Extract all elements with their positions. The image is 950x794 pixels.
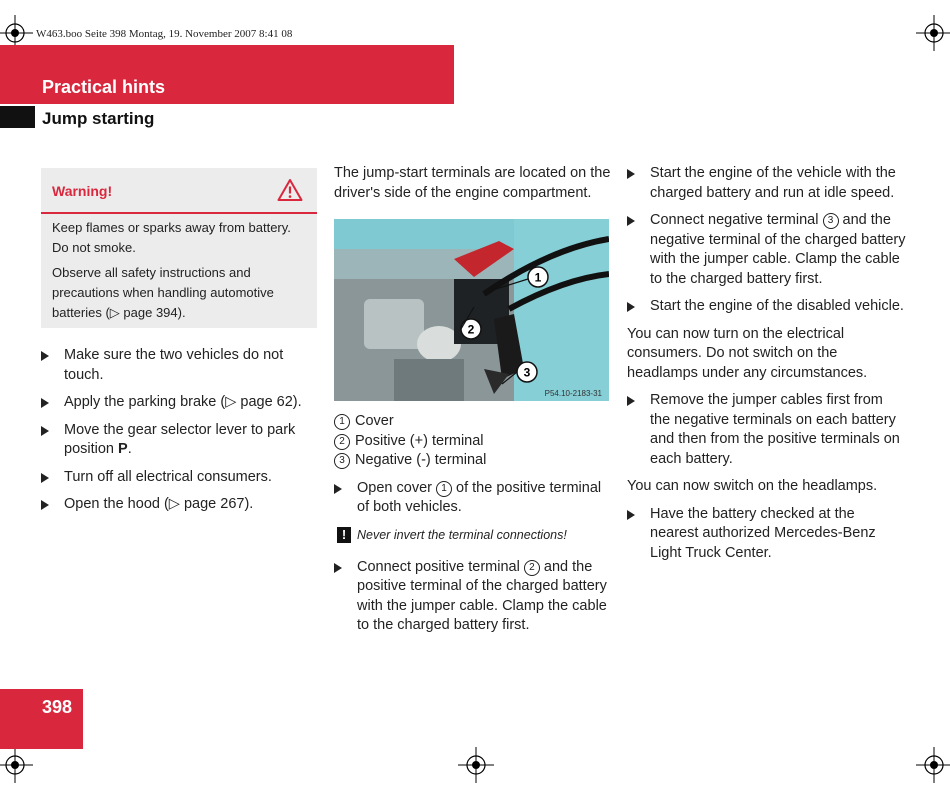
step-item: Open the hood (▷ page 267). xyxy=(41,495,311,515)
bullet-triangle-icon xyxy=(627,216,635,226)
warning-box xyxy=(41,168,317,328)
step-item: Remove the jumper cables first from the negative terminals on each battery and then from the positive terminals on each battery. xyxy=(627,391,907,469)
note-paragraph: You can now switch on the headlamps. xyxy=(627,478,878,494)
bullet-triangle-icon xyxy=(334,563,342,573)
bullet-triangle-icon xyxy=(627,396,635,406)
photo-code: P54.10-2183-31 xyxy=(544,389,602,398)
warning-header xyxy=(41,168,317,214)
step-item: Turn off all electrical consumers. xyxy=(41,468,311,488)
engine-compartment-photo xyxy=(334,219,609,401)
page-number-box xyxy=(0,689,83,749)
notice-note: ! Never invert the terminal connections! xyxy=(334,526,614,544)
bullet-triangle-icon xyxy=(41,398,49,408)
registration-mark-icon xyxy=(916,747,950,783)
step-item: Connect negative terminal 3 and the negative terminal of the charged battery with the jumper cable. Clamp the cable to the charged battery first. xyxy=(627,211,907,289)
step-item: Make sure the two vehicles do not touch. xyxy=(41,346,311,385)
step-item: Connect positive terminal 2 and the positive terminal of the charged battery with the jumper cable. Clamp the cable to the charged battery first. xyxy=(334,558,614,636)
step-item: Start the engine of the disabled vehicle. xyxy=(627,297,907,317)
callout-label: 3 xyxy=(523,365,531,380)
step-item: Open cover 1 of the positive terminal of both vehicles. xyxy=(334,479,614,518)
step-item: Have the battery checked at the nearest authorized Mercedes-Benz Light Truck Center. xyxy=(627,505,907,564)
legend-item: 3 Negative (-) terminal xyxy=(334,451,614,471)
warning-triangle-icon xyxy=(277,178,303,202)
section-title: Practical hints xyxy=(42,77,166,97)
print-header: W463.boo Seite 398 Montag, 19. November 2007 8:41 08 xyxy=(36,28,293,40)
legend-item: 2 Positive (+) terminal xyxy=(334,432,614,452)
registration-mark-icon xyxy=(0,747,33,783)
bullet-triangle-icon xyxy=(627,169,635,179)
warning-title: Warning! xyxy=(52,183,113,199)
step-item: Apply the parking brake (▷ page 62). xyxy=(41,393,311,413)
subsection-title: Jump starting xyxy=(42,109,155,128)
subsection-marker xyxy=(0,106,35,128)
column-3 xyxy=(627,164,907,571)
column-1-steps xyxy=(41,346,311,523)
column-2 xyxy=(334,164,614,644)
step-item: Move the gear selector lever to park position P. xyxy=(41,421,311,460)
bullet-triangle-icon xyxy=(41,500,49,510)
callout-label: 1 xyxy=(534,270,542,285)
warning-paragraph: Keep flames or sparks away from battery. Do not smoke. xyxy=(52,220,291,255)
step-item: Start the engine of the vehicle with the charged battery and run at idle speed. xyxy=(627,164,907,203)
terminals-intro: The jump-start terminals are located on the driver's side of the engine compartment. xyxy=(334,165,611,201)
note-paragraph: You can now turn on the electrical consumers. Do not switch on the headlamps under any circumstances. xyxy=(627,325,868,381)
warning-paragraph: Observe all safety instructions and precautions when handling automotive batteries (▷ page 394). xyxy=(52,265,274,320)
registration-mark-icon xyxy=(916,15,950,51)
exclamation-icon: ! xyxy=(337,527,351,543)
bullet-triangle-icon xyxy=(41,473,49,483)
bullet-triangle-icon xyxy=(334,484,342,494)
registration-mark-icon xyxy=(458,747,494,783)
page-number: 398 xyxy=(42,697,73,717)
legend-item: 1 Cover xyxy=(334,412,614,432)
bullet-triangle-icon xyxy=(41,351,49,361)
bullet-triangle-icon xyxy=(627,510,635,520)
bullet-triangle-icon xyxy=(627,302,635,312)
callout-label: 2 xyxy=(467,322,475,337)
bullet-triangle-icon xyxy=(41,426,49,436)
